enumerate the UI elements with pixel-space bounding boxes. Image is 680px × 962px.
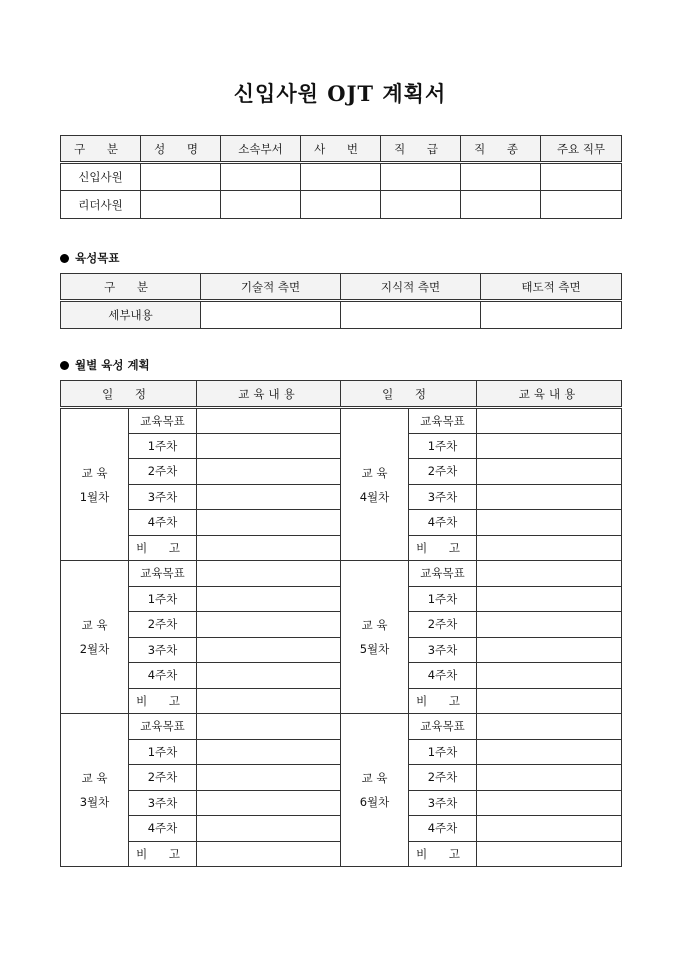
header-rank: 직 급 — [381, 136, 461, 163]
row-label-week: 1주차 — [409, 433, 477, 459]
plan-content-cell[interactable] — [197, 714, 341, 740]
row-label-week: 4주차 — [129, 816, 197, 842]
plan-header-content-right: 교육내용 — [477, 381, 622, 408]
goal-section-heading — [60, 250, 119, 266]
plan-heading-text: 월별 육성 계획 — [75, 358, 150, 372]
plan-content-cell[interactable] — [197, 484, 341, 510]
plan-header-schedule-right: 일 정 — [341, 381, 477, 408]
plan-content-cell[interactable] — [197, 765, 341, 791]
row-label-leader: 리더사원 — [61, 191, 141, 219]
plan-content-cell[interactable] — [477, 816, 622, 842]
row-label-week: 3주차 — [129, 637, 197, 663]
month-label-3 — [61, 714, 129, 867]
plan-content-cell[interactable] — [477, 663, 622, 689]
cell-input[interactable] — [221, 191, 301, 219]
edu-label: 교 육 — [81, 465, 108, 480]
row-label-goal: 교육목표 — [409, 714, 477, 740]
row-label-note: 비 고 — [129, 535, 197, 561]
row-label-week: 4주차 — [129, 510, 197, 536]
plan-content-cell[interactable] — [477, 484, 622, 510]
row-label-note: 비 고 — [409, 688, 477, 714]
row-label-week: 4주차 — [409, 663, 477, 689]
month-number: 6월차 — [359, 795, 390, 809]
header-employee-number: 사 번 — [301, 136, 381, 163]
row-label-note: 비 고 — [409, 841, 477, 867]
header-main-duty: 주요 직무 — [541, 136, 622, 163]
plan-content-cell[interactable] — [197, 841, 341, 867]
month-number: 2월차 — [79, 642, 110, 656]
row-label-week: 4주차 — [129, 663, 197, 689]
header-job-type: 직 종 — [461, 136, 541, 163]
document-title: 신입사원 OJT 계획서 — [233, 81, 447, 106]
plan-content-cell[interactable] — [197, 433, 341, 459]
row-label-week: 2주차 — [409, 459, 477, 485]
cell-input[interactable] — [381, 163, 461, 191]
month-label-2 — [61, 561, 129, 714]
plan-content-cell[interactable] — [197, 663, 341, 689]
row-label-week: 4주차 — [409, 816, 477, 842]
plan-content-cell[interactable] — [197, 535, 341, 561]
row-label-goal: 교육목표 — [409, 408, 477, 434]
plan-content-cell[interactable] — [477, 612, 622, 638]
plan-content-cell[interactable] — [477, 535, 622, 561]
row-label-note: 비 고 — [129, 841, 197, 867]
row-label-goal: 교육목표 — [409, 561, 477, 587]
plan-content-cell[interactable] — [197, 790, 341, 816]
staff-table — [60, 135, 622, 219]
plan-content-cell[interactable] — [477, 765, 622, 791]
row-label-week: 3주차 — [409, 484, 477, 510]
cell-input[interactable] — [201, 301, 341, 329]
plan-content-cell[interactable] — [197, 408, 341, 434]
row-label-week: 1주차 — [129, 433, 197, 459]
month-number: 4월차 — [359, 489, 390, 504]
row-label-week: 2주차 — [129, 459, 197, 485]
month-number: 5월차 — [359, 642, 390, 656]
goal-header-technical: 기술적 측면 — [201, 274, 341, 301]
cell-input[interactable] — [141, 191, 221, 219]
edu-label: 교 육 — [361, 771, 388, 785]
row-label-goal: 교육목표 — [129, 408, 197, 434]
edu-label: 교 육 — [361, 618, 388, 632]
cell-input[interactable] — [221, 163, 301, 191]
bullet-icon — [60, 254, 69, 263]
cell-input[interactable] — [541, 163, 622, 191]
plan-content-cell[interactable] — [477, 841, 622, 867]
edu-label: 교 육 — [361, 465, 388, 480]
row-label-week: 3주차 — [129, 484, 197, 510]
cell-input[interactable] — [341, 301, 481, 329]
cell-input[interactable] — [541, 191, 622, 219]
goal-heading-text: 육성목표 — [75, 251, 120, 265]
month-label-1 — [61, 408, 129, 561]
plan-content-cell[interactable] — [477, 586, 622, 612]
plan-content-cell[interactable] — [477, 688, 622, 714]
plan-content-cell[interactable] — [477, 739, 622, 765]
goal-header-division: 구 분 — [61, 274, 201, 301]
plan-content-cell[interactable] — [197, 816, 341, 842]
bullet-icon — [60, 361, 69, 370]
row-label-week: 3주차 — [129, 790, 197, 816]
plan-content-cell[interactable] — [197, 688, 341, 714]
plan-content-cell[interactable] — [477, 637, 622, 663]
month-number: 1월차 — [79, 489, 110, 504]
plan-content-cell[interactable] — [477, 408, 622, 434]
monthly-plan-table — [60, 380, 622, 867]
plan-content-cell[interactable] — [197, 586, 341, 612]
goal-header-knowledge: 지식적 측면 — [341, 274, 481, 301]
plan-content-cell[interactable] — [197, 561, 341, 587]
cell-input[interactable] — [301, 163, 381, 191]
row-label-week: 3주차 — [409, 790, 477, 816]
row-label-week: 3주차 — [409, 637, 477, 663]
cell-input[interactable] — [481, 301, 622, 329]
plan-content-cell[interactable] — [477, 459, 622, 485]
header-division: 구 분 — [61, 136, 141, 163]
row-label-week: 2주차 — [129, 765, 197, 791]
plan-content-cell[interactable] — [477, 510, 622, 536]
goal-row-label: 세부내용 — [61, 301, 201, 329]
row-label-week: 1주차 — [409, 739, 477, 765]
row-label-week: 4주차 — [409, 510, 477, 536]
month-label-6 — [341, 714, 409, 867]
cell-input[interactable] — [301, 191, 381, 219]
row-label-week: 2주차 — [409, 765, 477, 791]
row-label-goal: 교육목표 — [129, 714, 197, 740]
row-label-week: 1주차 — [129, 739, 197, 765]
plan-content-cell[interactable] — [197, 612, 341, 638]
plan-content-cell[interactable] — [477, 433, 622, 459]
month-label-5 — [341, 561, 409, 714]
plan-header-schedule-left: 일 정 — [61, 381, 197, 408]
row-label-new-employee: 신입사원 — [61, 163, 141, 191]
cell-input[interactable] — [461, 191, 541, 219]
plan-content-cell[interactable] — [477, 714, 622, 740]
month-label-4 — [341, 408, 409, 561]
plan-content-cell[interactable] — [197, 637, 341, 663]
plan-section-heading — [60, 357, 150, 373]
header-department: 소속부서 — [221, 136, 301, 163]
cell-input[interactable] — [461, 163, 541, 191]
plan-content-cell[interactable] — [197, 739, 341, 765]
goal-header-attitude: 태도적 측면 — [481, 274, 622, 301]
row-label-week: 2주차 — [409, 612, 477, 638]
row-label-week: 2주차 — [129, 612, 197, 638]
row-label-week: 1주차 — [409, 586, 477, 612]
row-label-goal: 교육목표 — [129, 561, 197, 587]
cell-input[interactable] — [381, 191, 461, 219]
edu-label: 교 육 — [81, 771, 108, 785]
plan-content-cell[interactable] — [477, 561, 622, 587]
plan-content-cell[interactable] — [197, 459, 341, 485]
edu-label: 교 육 — [81, 618, 108, 632]
cell-input[interactable] — [141, 163, 221, 191]
row-label-note: 비 고 — [129, 688, 197, 714]
month-number: 3월차 — [79, 795, 110, 809]
plan-header-content-left: 교육내용 — [197, 381, 341, 408]
row-label-note: 비 고 — [409, 535, 477, 561]
row-label-week: 1주차 — [129, 586, 197, 612]
goal-table — [60, 273, 622, 329]
plan-content-cell[interactable] — [197, 510, 341, 536]
header-name: 성 명 — [141, 136, 221, 163]
plan-content-cell[interactable] — [477, 790, 622, 816]
